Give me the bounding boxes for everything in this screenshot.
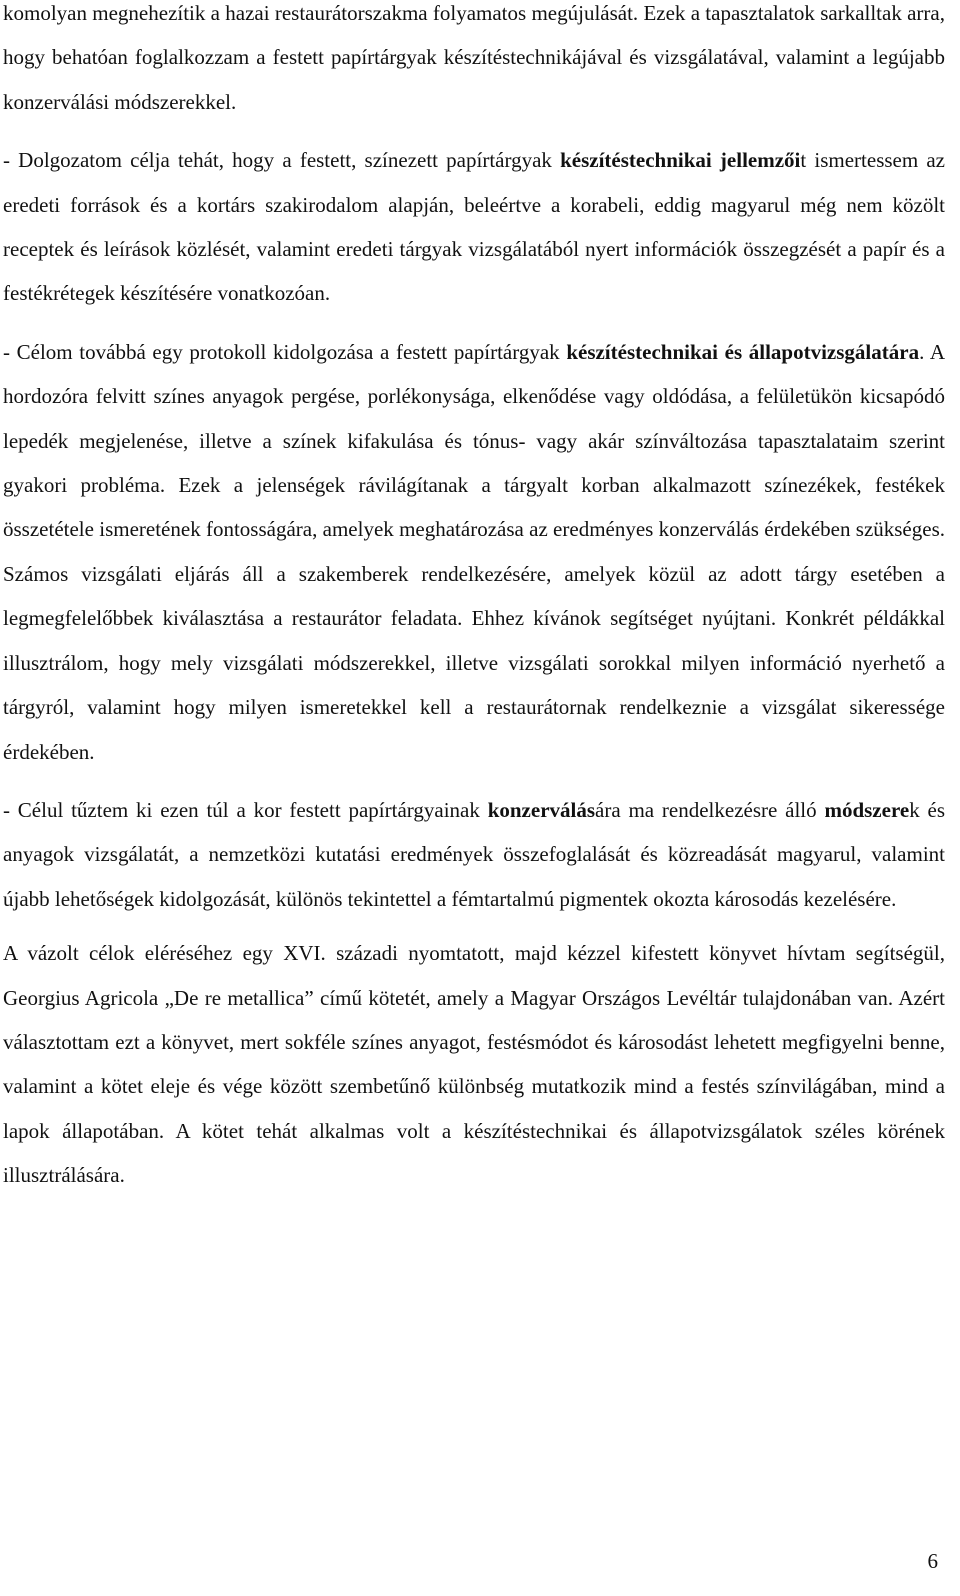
paragraph-goal-protocol: [3, 330, 945, 774]
paragraph-text: t ismertessem az eredeti források és a kortárs szakirodalom alapján, beleértve a korabeli, eddig magyarul még nem közölt receptek és leírások közlését, valamint eredeti tárgyak vizsgálatából nyert információk összegzését a papír és a festékrétegek készítésére vonatkozóan.: [3, 148, 945, 306]
paragraph-case-study: [3, 931, 945, 1197]
bold-term: módszere: [824, 797, 910, 822]
paragraph-goal-techniques: [3, 138, 945, 316]
bold-term: készítéstechnikai jellemzői: [560, 148, 801, 173]
paragraph-text: A vázolt célok eléréséhez egy XVI. századi nyomtatott, majd kézzel kifestett könyvet hívtam segítségül, Georgius Agricola „De re metallica” című kötetét, amely a Magyar Országos Levéltár tulajdonában van. Azért választottam ezt a könyvet, mert sokféle színes anyagot, festésmódot és károsodást lehetett megfigyelni benne, valamint a kötet eleje és vége között szembetűnő különbség mutatkozik mind a festés színvilágában, mind a lapok állapotában. A kötet tehát alkalmas volt a készítéstechnikai és állapotvizsgálatok széles körének illusztrálására.: [3, 941, 945, 1188]
paragraph-intro-continuation: [3, 0, 945, 124]
bold-term: készítéstechnikai és állapotvizsgálatára: [566, 339, 920, 364]
paragraph-text: - Dolgozatom célja tehát, hogy a festett, színezett papírtárgyak: [3, 148, 561, 173]
paragraph-text: . A hordozóra felvitt színes anyagok pergése, porlékonysága, elkenődése vagy oldódása, a felületükön kicsapódó lepedék megjelenése, illetve a színek kifakulása és tónus- vagy akár színváltozása tapasztalataim szerint gyakori probléma. Ezek a jelenségek rávilágítanak a tárgyalt korban alkalmazott színezékek, festékek összetétele ismeretének fontosságára, amelyek meghatározása az eredményes konzerválás érdekében szükséges. Számos vizsgálati eljárás áll a szakemberek rendelkezésére, amelyek közül az adott tárgy esetében a legmegfelelőbbek kiválasztása a restaurátor feladata. Ehhez kívánok segítséget nyújtani. Konkrét példákkal illusztrálom, hogy mely vizsgálati módszerekkel, illetve vizsgálati sorokkal milyen információ nyerhető a tárgyról, valamint hogy milyen ismeretekkel kell a restaurátornak rendelkeznie a vizsgálat sikeressége érdekében.: [3, 339, 945, 764]
paragraph-text: - Célom továbbá egy protokoll kidolgozása a festett papírtárgyak: [3, 339, 567, 364]
paragraph-goal-conservation: [3, 788, 945, 921]
paragraph-text: - Célul tűztem ki ezen túl a kor festett papírtárgyainak: [3, 797, 488, 822]
paragraph-text: ára ma rendelkezésre álló: [595, 797, 825, 822]
paragraph-text: k és anyagok vizsgálatát, a nemzetközi kutatási eredmények összefoglalását és közreadását magyarul, valamint újabb lehetőségek kidolgozását, különös tekintettel a fémtartalmú pigmentek okozta károsodás kezelésére.: [3, 797, 946, 911]
page-number: 6: [927, 1549, 938, 1573]
paragraph-text: komolyan megnehezítik a hazai restaurátorszakma folyamatos megújulását. Ezek a tapasztalatok sarkalltak arra, hogy behatóan foglalkozzam a festett papírtárgyak készítéstechnikájával és vizsgálatával, valamint a legújabb konzerválási módszerekkel.: [3, 1, 945, 114]
bold-term: konzerválás: [487, 797, 596, 822]
